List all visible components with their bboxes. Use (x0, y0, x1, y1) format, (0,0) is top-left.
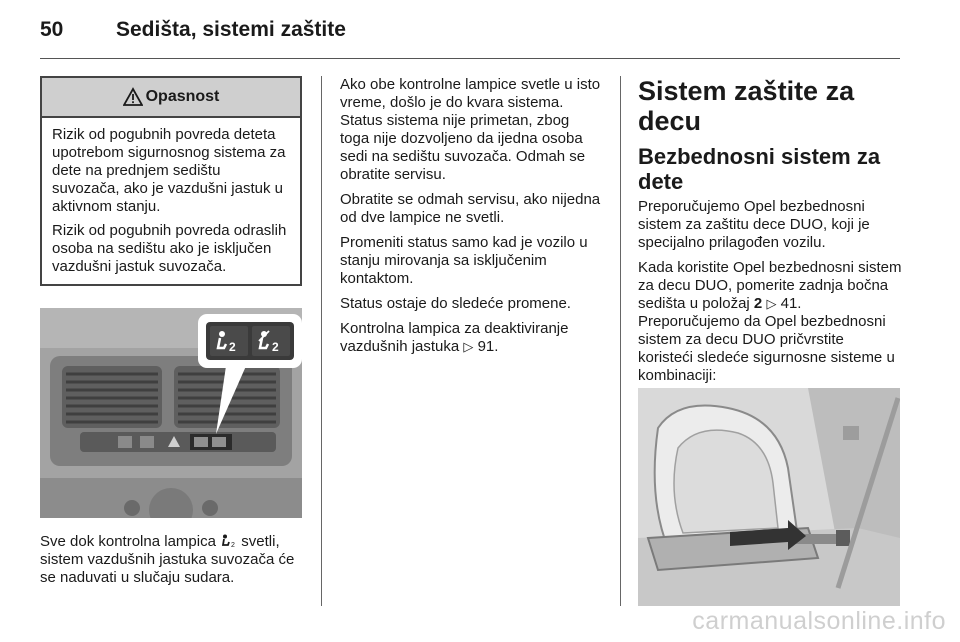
watermark: carmanualsonline.info (692, 607, 946, 635)
column-2 (340, 76, 602, 363)
figure-caption (40, 533, 302, 587)
dashboard-illustration (40, 308, 302, 518)
body-paragraph: Preporučujemo da Opel bezbednosni sistem za decu DUO pričvrstite koristeći sledeće sigurnosne sisteme u kombinaciji: (638, 313, 895, 384)
body-paragraph: Promeniti status samo kad je vozilo u stanju mirovanja sa isključenim kontaktom. (340, 234, 588, 287)
page-reference[interactable]: 41. (780, 295, 802, 312)
warning-triangle-icon (123, 87, 143, 107)
body-paragraph (340, 320, 602, 356)
caption-text-after: svetli, sistem vazdušnih jastuka suvozača će se naduvati u slučaju sudara. (40, 533, 295, 586)
body-paragraph: Status ostaje do sledeće promene. (340, 295, 571, 312)
svg-text:2: 2 (231, 542, 236, 548)
section-title: Sedišta, sistemi zaštite (116, 18, 346, 41)
column-1 (40, 76, 302, 286)
warning-body (42, 118, 300, 284)
seat-position-number: 2 (753, 295, 763, 312)
body-paragraph: Ako obe kontrolne lampice svetle u isto vreme, došlo je do kvara sistema. Status sistema nije primetan, zbog toga nije dozvoljeno da ijedna osoba sedi na sedištu suvozača. Odmah se obratite servisu. (340, 76, 601, 183)
page-reference-icon: ▷ (766, 296, 777, 311)
airbag-on-icon (220, 534, 237, 548)
column-divider-2 (620, 76, 621, 606)
caption-text-before: Sve dok kontrolna lampica (40, 533, 216, 550)
column-3 (638, 76, 902, 409)
seat-position-text: Kada koristite Opel bezbednosni sistem za decu DUO, pomerite zadnja bočna sedišta u položaj (638, 259, 902, 312)
body-paragraph: Preporučujemo Opel bezbednosni sistem za zaštitu dece DUO, koji je specijalno prilagođen vozilu. (638, 198, 870, 251)
body-paragraph (638, 259, 902, 313)
deactivation-text: Kontrolna lampica za deaktiviranje vazdušnih jastuka (340, 320, 569, 355)
warning-paragraph: Rizik od pogubnih povreda odraslih osoba na sedištu ako je isključen vazdušni jastuk suvozača. (52, 222, 287, 275)
warning-box (40, 76, 302, 286)
chapter-title: Sistem zaštite za decu (638, 76, 855, 136)
page-reference[interactable]: 91. (477, 338, 499, 355)
header-rule (40, 58, 900, 59)
indicator-label: 2 (229, 340, 236, 354)
isofix-figure (638, 388, 900, 606)
indicator-label: 2 (272, 340, 279, 354)
child-seat-illustration (638, 388, 900, 606)
warning-paragraph: Rizik od pogubnih povreda deteta upotrebom sigurnosnog sistema za dete na prednjem sedištu suvozača, ako je vazdušni jastuk u aktivnom stanju. (52, 126, 286, 215)
warning-header (42, 78, 300, 118)
dashboard-figure (40, 308, 302, 518)
column-divider-1 (321, 76, 322, 606)
body-paragraph: Obratite se odmah servisu, ako nijedna od dve lampice ne svetli. (340, 191, 601, 226)
page-header (40, 18, 346, 48)
page-number: 50 (40, 18, 64, 41)
subsection-title: Bezbednosni sistem za dete (638, 144, 881, 194)
warning-title: Opasnost (145, 88, 220, 105)
page-reference-icon: ▷ (463, 339, 474, 354)
